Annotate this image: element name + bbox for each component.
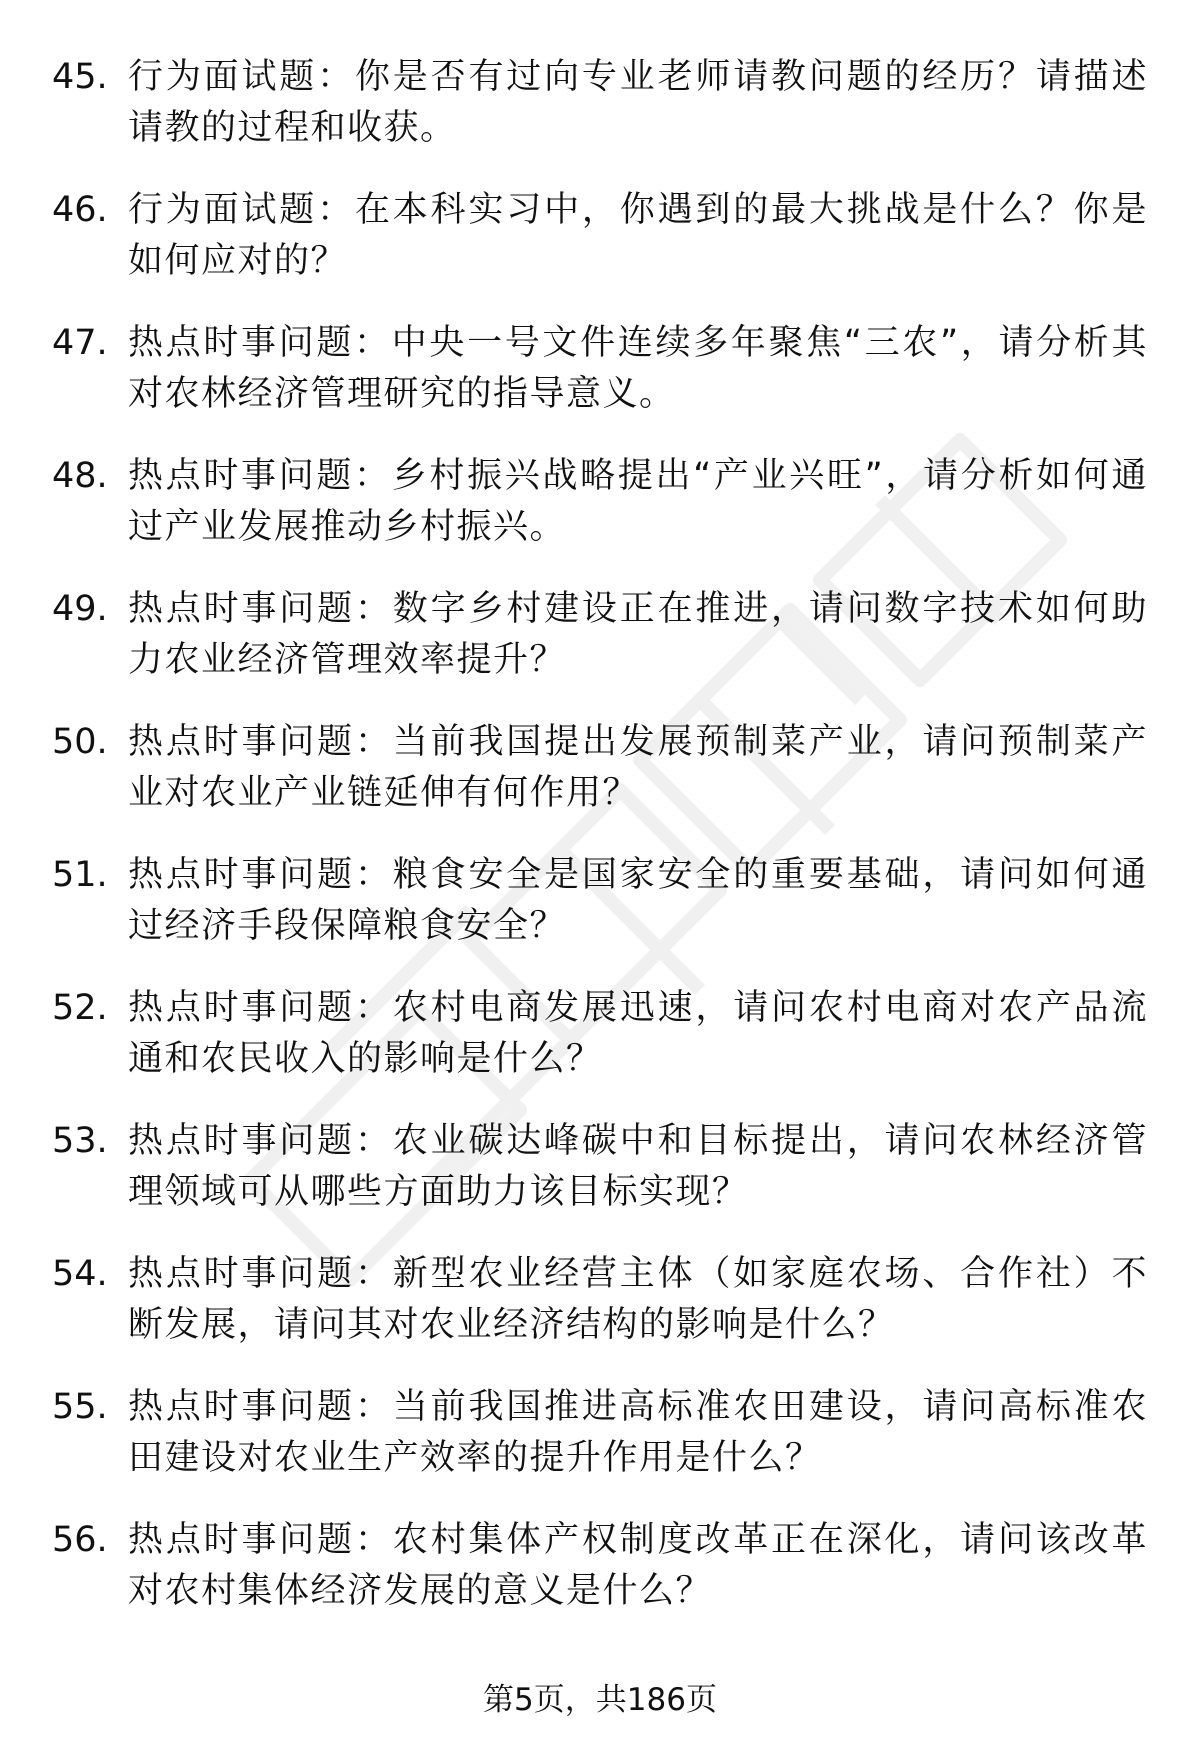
question-text: 行为面试题：在本科实习中，你遇到的最大挑战是什么？你是如何应对的？ xyxy=(128,190,1148,281)
list-item xyxy=(52,451,1148,584)
question-number: 49. xyxy=(52,589,108,629)
question-number: 54. xyxy=(52,1254,108,1294)
question-text: 热点时事问题：乡村振兴战略提出“产业兴旺”，请分析如何通过产业发展推动乡村振兴。 xyxy=(128,456,1148,547)
list-item xyxy=(52,1382,1148,1515)
list-item xyxy=(52,185,1148,318)
question-text: 热点时事问题：中央一号文件连续多年聚焦“三农”，请分析其对农林经济管理研究的指导意义。 xyxy=(128,323,1148,414)
question-text: 热点时事问题：农业碳达峰碳中和目标提出，请问农林经济管理领域可从哪些方面助力该目标实现？ xyxy=(128,1121,1148,1212)
question-text: 热点时事问题：当前我国提出发展预制菜产业，请问预制菜产业对农业产业链延伸有何作用？ xyxy=(128,722,1148,813)
question-number: 56. xyxy=(52,1520,108,1560)
question-number: 45. xyxy=(52,57,108,97)
list-item xyxy=(52,850,1148,983)
question-number: 50. xyxy=(52,722,108,762)
page-number-label: 第5页，共186页 xyxy=(483,1682,717,1718)
page-footer xyxy=(0,1680,1200,1720)
question-number: 47. xyxy=(52,323,108,363)
question-number: 53. xyxy=(52,1121,108,1161)
question-text: 热点时事问题：新型农业经营主体（如家庭农场、合作社）不断发展，请问其对农业经济结构的影响是什么？ xyxy=(128,1254,1148,1345)
list-item xyxy=(52,1515,1148,1648)
list-item xyxy=(52,1249,1148,1382)
question-text: 热点时事问题：当前我国推进高标准农田建设，请问高标准农田建设对农业生产效率的提升作用是什么？ xyxy=(128,1387,1148,1478)
question-text: 热点时事问题：粮食安全是国家安全的重要基础，请问如何通过经济手段保障粮食安全？ xyxy=(128,855,1148,946)
list-item xyxy=(52,584,1148,717)
list-item xyxy=(52,983,1148,1116)
list-item xyxy=(52,717,1148,850)
question-text: 热点时事问题：农村电商发展迅速，请问农村电商对农产品流通和农民收入的影响是什么？ xyxy=(128,988,1148,1079)
list-item xyxy=(52,52,1148,185)
question-text: 热点时事问题：农村集体产权制度改革正在深化，请问该改革对农村集体经济发展的意义是什么？ xyxy=(128,1520,1148,1611)
question-number: 51. xyxy=(52,855,108,895)
list-item xyxy=(52,1116,1148,1249)
question-number: 48. xyxy=(52,456,108,496)
question-list xyxy=(52,52,1148,1648)
question-number: 55. xyxy=(52,1387,108,1427)
question-number: 46. xyxy=(52,190,108,230)
question-number: 52. xyxy=(52,988,108,1028)
question-text: 热点时事问题：数字乡村建设正在推进，请问数字技术如何助力农业经济管理效率提升？ xyxy=(128,589,1148,680)
question-text: 行为面试题：你是否有过向专业老师请教问题的经历？请描述请教的过程和收获。 xyxy=(128,57,1148,148)
list-item xyxy=(52,318,1148,451)
